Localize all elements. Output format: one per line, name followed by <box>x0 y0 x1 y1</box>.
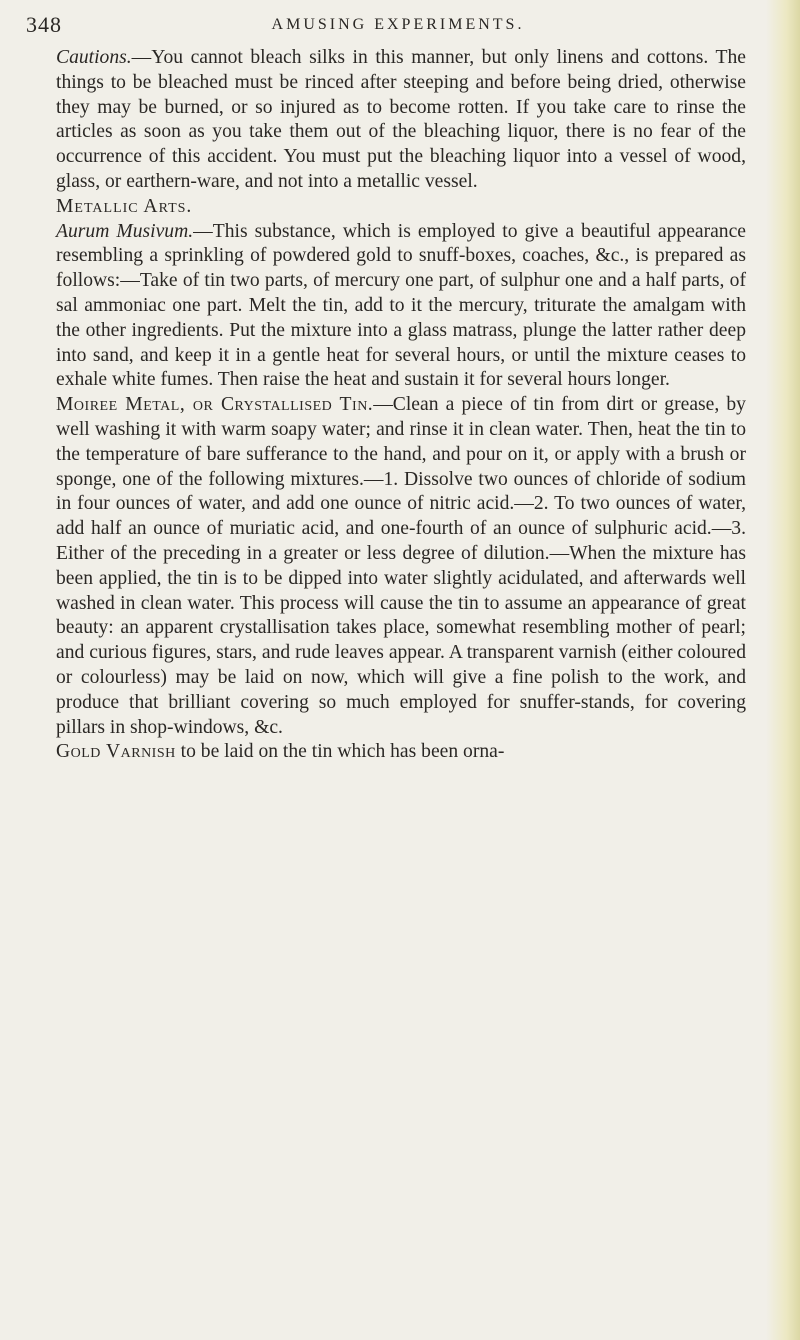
page-edge-discoloration <box>766 0 800 1340</box>
gold-varnish-lead: Gold Varnish <box>56 741 176 763</box>
moiree-text: —Clean a piece of tin from dirt or grease, by well washing it with warm soapy water; and rinse it in clean water. Then, heat the tin to the temperature of bare sufferance to the hand, and pour on it, or apply with a brush or sponge, one of the following mixtures.—1. Dissolve two ounces of chloride of sodium in four ounces of water, and add one ounce of nitric acid.—2. To two ounces of water, add half an ounce of muriatic acid, and one-fourth of an ounce of sulphuric acid.—3. Either of the preceding in a greater or less degree of dilution.—When the mixture has been applied, the tin is to be dipped into water slightly acidulated, and afterwards well washed in clean water. This process will cause the tin to assume an appearance of great beauty: an apparent crystallisation takes place, somewhat resembling mother of pearl; and curious figures, stars, and rude leaves appear. A transparent varnish (either coloured or colourless) may be laid on now, which will give a fine polish to the work, and produce that brilliant covering so much employed for snuffer-stands, for covering pillars in shop-windows, &c. <box>56 394 746 738</box>
page-number: 348 <box>26 12 62 37</box>
moiree-lead: Moiree Metal, or Crystallised Tin. <box>56 394 374 416</box>
page-header <box>26 6 770 36</box>
page-body <box>56 46 746 765</box>
aurum-paragraph <box>56 220 746 394</box>
aurum-lead: Aurum Musivum. <box>56 220 194 242</box>
gold-varnish-paragraph <box>56 740 746 765</box>
moiree-paragraph <box>56 393 746 740</box>
running-title: AMUSING EXPERIMENTS. <box>271 16 525 33</box>
section-title: Metallic Arts. <box>56 195 193 217</box>
aurum-text: —This substance, which is employed to give a beautiful appearance resembling a sprinkling of powdered gold to snuff-boxes, coaches, &c., is prepared as follows:—Take of tin two parts, of mercury one part, of sulphur one and a half parts, of sal ammoniac one part. Melt the tin, add to it the mercury, triturate the amalgam with the other ingredients. Put the mixture into a glass matrass, plunge the latter rather deep into sand, and keep it in a gentle heat for several hours, or until the mixture ceases to exhale white fumes. Then raise the heat and sustain it for several hours longer. <box>56 220 746 391</box>
cautions-text: —You cannot bleach silks in this manner, but only linens and cottons. The things to be bleached must be rinced after steeping and before being dried, otherwise they may be burned, or so injured as to become rotten. If you take care to rinse the articles as soon as you take them out of the bleaching liquor, there is no fear of the occurrence of this accident. You must put the bleaching liquor into a vessel of wood, glass, or earthern-ware, and not into a metallic vessel. <box>56 47 746 192</box>
cautions-lead: Cautions. <box>56 47 132 68</box>
cautions-paragraph <box>56 46 746 195</box>
gold-varnish-text: to be laid on the tin which has been orna- <box>175 741 505 763</box>
